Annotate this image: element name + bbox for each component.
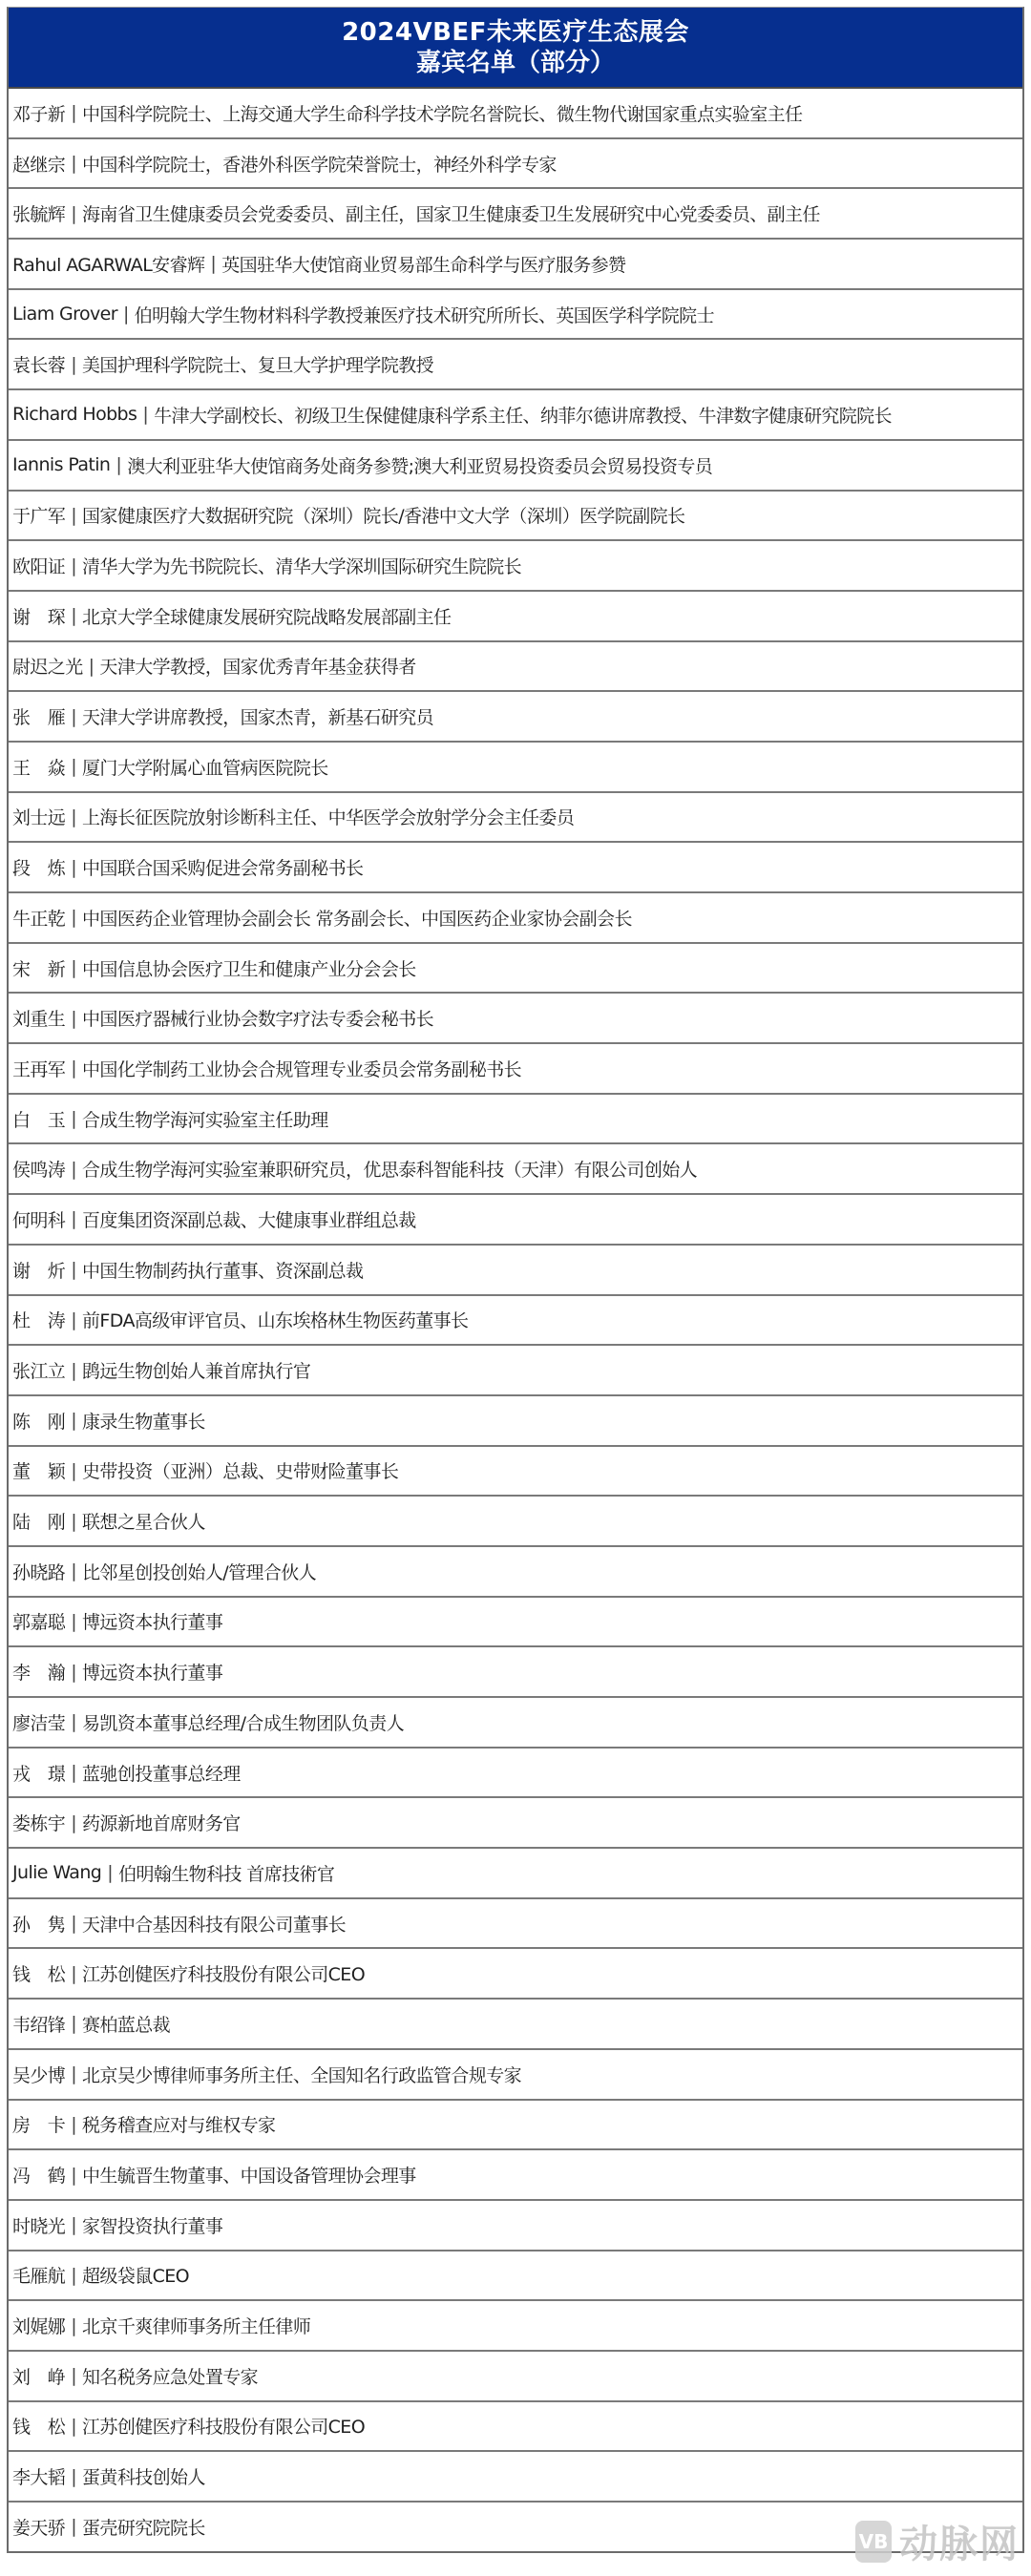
guest-title: 中国化学制药工业协会合规管理专业委员会常务副秘书长 [82,1058,522,1080]
guest-title: 中国联合国采购促进会常务副秘书长 [82,858,364,880]
guest-row [9,139,1022,190]
table-header [9,8,1022,89]
guest-title: 比邻星创投创始人/管理合伙人 [82,1561,317,1583]
guest-title: 博远资本执行董事 [82,1612,223,1634]
guest-title: 中国生物制药执行董事、资深副总裁 [82,1260,364,1282]
separator: | [71,605,77,627]
guest-row [9,340,1022,390]
guest-title: 牛津大学副校长、初级卫生保健健康科学系主任、纳菲尔德讲席教授、牛津数字健康研究院院长 [154,405,892,427]
guest-row [9,1195,1022,1246]
guest-name: 段 炼 [12,858,66,880]
separator: | [71,1359,77,1381]
guest-name: Rahul AGARWAL安睿辉 [12,254,205,276]
guest-title: 史带投资（亚洲）总裁、史带财险董事长 [82,1461,399,1483]
guest-name: Julie Wang [12,1862,102,1884]
separator: | [71,907,77,929]
guest-row [9,2150,1022,2201]
guest-row [9,1396,1022,1447]
guest-name: 张毓辉 [12,204,66,226]
guest-row [9,1647,1022,1698]
guest-row [9,1246,1022,1296]
guest-name: 钱 松 [12,2417,66,2439]
guest-name: 郭嘉聪 [12,1612,66,1634]
guest-name: 杜 涛 [12,1310,66,1332]
separator: | [116,454,122,476]
guest-row [9,2452,1022,2503]
guest-title: 税务稽查应对与维权专家 [82,2115,276,2137]
separator: | [142,404,149,426]
guest-name: 李 瀚 [12,1663,66,1685]
guest-row [9,1296,1022,1347]
guest-row [9,1798,1022,1849]
guest-name: 王再军 [12,1058,66,1080]
guest-name: 刘士远 [12,807,66,829]
guest-title: 天津中合基因科技有限公司董事长 [82,1914,347,1936]
guest-name: 刘重生 [12,1009,66,1031]
guest-title: 江苏创健医疗科技股份有限公司CEO [82,2417,366,2439]
guest-row [9,1447,1022,1497]
guest-title: 鹍远生物创始人兼首席执行官 [82,1361,311,1383]
guest-name: 冯 鹤 [12,2166,66,2188]
separator: | [71,102,77,124]
guest-title: 英国驻华大使馆商业贸易部生命科学与医疗服务参赞 [221,254,626,276]
separator: | [71,2415,77,2437]
separator: | [71,1459,77,1481]
guest-row [9,89,1022,139]
guest-name: 戎 璟 [12,1763,66,1785]
guest-name: 陆 刚 [12,1512,66,1534]
separator: | [71,1610,77,1632]
guest-name: Iannis Patin [12,454,111,476]
guest-row [9,541,1022,592]
separator: | [71,1913,77,1935]
separator: | [71,1108,77,1130]
guest-title: 清华大学为先书院院长、清华大学深圳国际研究生院院长 [82,556,522,578]
guest-title: 合成生物学海河实验室兼职研究员，优思泰科智能科技（天津）有限公司创始人 [82,1160,698,1182]
guest-title: 国家健康医疗大数据研究院（深圳）院长/香港中文大学（深圳）医学院副院长 [82,506,685,528]
guest-name: 李大韬 [12,2467,66,2489]
guest-row [9,793,1022,844]
guest-row [9,2402,1022,2453]
separator: | [71,1510,77,1532]
separator: | [71,353,77,375]
separator: | [71,1762,77,1784]
separator: | [71,1007,77,1029]
separator: | [71,856,77,878]
guest-title: 家智投资执行董事 [82,2215,223,2237]
separator: | [71,2465,77,2487]
guest-row [9,1547,1022,1598]
separator: | [71,2264,77,2286]
separator: | [71,2314,77,2336]
guest-name: 牛正乾 [12,908,66,930]
separator: | [71,1962,77,1984]
separator: | [71,2013,77,2035]
guest-row [9,843,1022,893]
guest-row [9,1497,1022,1547]
list-subtitle: 嘉宾名单（部分） [415,48,615,77]
guest-row [9,189,1022,240]
guest-row [9,1044,1022,1095]
guest-name: 侯鸣涛 [12,1160,66,1182]
guest-row [9,441,1022,492]
guest-title: 中国医药企业管理协会副会长 常务副会长、中国医药企业家协会副会长 [82,908,632,930]
watermark-brand: 动脉网 [899,2523,1020,2566]
guest-row [9,1949,1022,2000]
guest-row [9,1095,1022,1145]
guest-row [9,492,1022,542]
guest-row [9,240,1022,290]
guest-name: 毛雁航 [12,2266,66,2288]
guest-title: 联想之星合伙人 [82,1512,205,1534]
guest-title: 康录生物董事长 [82,1411,205,1433]
separator: | [71,705,77,727]
guest-name: 白 玉 [12,1109,66,1131]
guest-title: 百度集团资深副总裁、大健康事业群组总裁 [82,1209,416,1231]
guest-title: 北京大学全球健康发展研究院战略发展部副主任 [82,606,452,628]
guest-row [9,743,1022,793]
guest-title: 蓝驰创投董事总经理 [82,1763,241,1785]
guest-title: 伯明翰生物科技 首席技術官 [118,1863,335,1885]
guest-title: 中国科学院院士、上海交通大学生命科学技术学院名誉院长、微生物代谢国家重点实验室主任 [82,103,803,125]
separator: | [71,1208,77,1230]
separator: | [71,1410,77,1432]
guest-row [9,1598,1022,1648]
guest-title: 知名税务应急处置专家 [82,2366,259,2388]
guest-title: 中生毓晋生物董事、中国设备管理协会理事 [82,2166,416,2188]
guest-name: 刘 峥 [12,2366,66,2388]
guest-title: 江苏创健医疗科技股份有限公司CEO [82,1964,366,1986]
guest-name: 董 颖 [12,1461,66,1483]
guest-name: 张江立 [12,1361,66,1383]
guest-name: Richard Hobbs [12,404,137,426]
separator: | [88,655,95,677]
guest-name: 王 焱 [12,757,66,779]
guest-title: 北京吴少博律师事务所主任、全国知名行政监管合规专家 [82,2064,522,2086]
separator: | [71,2516,77,2538]
separator: | [71,1309,77,1330]
separator: | [71,555,77,576]
separator: | [71,2365,77,2387]
guest-row [9,2301,1022,2352]
guest-title: 海南省卫生健康委员会党委委员、副主任，国家卫生健康委卫生发展研究中心党委委员、副主任 [82,204,820,226]
guest-title: 赛柏蓝总裁 [82,2014,171,2036]
guest-title: 上海长征医院放射诊断科主任、中华医学会放射学分会主任委员 [82,807,575,829]
guest-name: 娄栋宇 [12,1813,66,1835]
guest-name: 吴少博 [12,2064,66,2086]
guest-title: 蛋黄科技创始人 [82,2467,205,2489]
guest-name: 钱 松 [12,1964,66,1986]
guest-row [9,692,1022,743]
guest-name: 欧阳证 [12,556,66,578]
guest-title: 中国信息协会医疗卫生和健康产业分会会长 [82,958,416,980]
guest-title: 美国护理科学院院士、复旦大学护理学院教授 [82,355,434,377]
separator: | [71,1661,77,1683]
guest-name: 宋 新 [12,958,66,980]
guest-row [9,1346,1022,1396]
guest-title: 伯明翰大学生物材料科学教授兼医疗技术研究所所长、英国医学科学院院士 [134,304,714,326]
guest-row [9,1698,1022,1749]
guest-title: 前FDA高级审评官员、山东埃格林生物医药董事长 [82,1310,469,1332]
guest-row [9,390,1022,441]
guest-title: 天津大学教授，国家优秀青年基金获得者 [99,657,416,679]
separator: | [210,253,217,275]
separator: | [107,1862,114,1884]
guest-row [9,2352,1022,2402]
guest-title: 天津大学讲席教授，国家杰青，新基石研究员 [82,707,434,729]
guest-title: 合成生物学海河实验室主任助理 [82,1109,328,1131]
guest-name: 廖洁莹 [12,1712,66,1734]
guest-row [9,994,1022,1044]
guest-name: 时晓光 [12,2215,66,2237]
separator: | [71,153,77,175]
guest-name: Liam Grover [12,304,117,325]
separator: | [71,1058,77,1079]
guest-name: 何明科 [12,1209,66,1231]
guest-title: 博远资本执行董事 [82,1663,223,1685]
guest-name: 邓子新 [12,103,66,125]
guest-title: 蛋壳研究院院长 [82,2517,205,2539]
separator: | [71,1158,77,1180]
guest-name: 孙晓路 [12,1561,66,1583]
separator: | [71,2113,77,2135]
separator: | [122,304,129,325]
guest-name: 尉迟之光 [12,657,83,679]
separator: | [71,2063,77,2085]
separator: | [71,1259,77,1281]
guest-row [9,2050,1022,2101]
guest-row [9,893,1022,944]
guest-row [9,2503,1022,2551]
guest-name: 谢 炘 [12,1260,66,1282]
guest-rows [9,89,1022,2551]
guest-title: 易凯资本董事总经理/合成生物团队负责人 [82,1712,405,1734]
guest-row [9,2000,1022,2050]
guest-name: 姜天骄 [12,2517,66,2539]
vb-logo-icon: VB [855,2521,892,2563]
guest-row [9,1749,1022,1799]
separator: | [71,806,77,827]
guest-row [9,592,1022,642]
guest-name: 陈 刚 [12,1411,66,1433]
separator: | [71,756,77,778]
guest-row [9,290,1022,341]
guest-name: 刘娓娜 [12,2316,66,2338]
guest-row [9,1144,1022,1195]
guest-title: 北京千爽律师事务所主任律师 [82,2316,311,2338]
guest-title: 澳大利亚驻华大使馆商务处商务参赞;澳大利亚贸易投资委员会贸易投资专员 [127,455,713,477]
guest-title: 超级袋鼠CEO [82,2266,190,2288]
guest-row [9,2101,1022,2151]
event-title: 2024VBEF未来医疗生态展会 [342,17,689,47]
guest-list-table [7,7,1024,2553]
guest-title: 厦门大学附属心血管病医院院长 [82,757,328,779]
separator: | [71,1812,77,1833]
separator: | [71,1711,77,1733]
guest-title: 药源新地首席财务官 [82,1813,241,1835]
separator: | [71,2164,77,2186]
guest-name: 袁长蓉 [12,355,66,377]
guest-row [9,2251,1022,2302]
guest-row [9,1849,1022,1899]
guest-title: 中国科学院院士，香港外科医学院荣誉院士，神经外科学专家 [82,154,557,176]
guest-name: 张 雁 [12,707,66,729]
separator: | [71,504,77,526]
guest-row [9,2201,1022,2251]
guest-row [9,642,1022,693]
guest-name: 赵继宗 [12,154,66,176]
separator: | [71,957,77,979]
separator: | [71,1560,77,1582]
guest-name: 房 卡 [12,2115,66,2137]
guest-title: 中国医疗器械行业协会数字疗法专委会秘书长 [82,1009,434,1031]
separator: | [71,202,77,224]
guest-name: 韦绍锋 [12,2014,66,2036]
guest-row [9,944,1022,995]
separator: | [71,2214,77,2236]
guest-name: 孙 隽 [12,1914,66,1936]
guest-name: 于广军 [12,506,66,528]
guest-row [9,1899,1022,1950]
guest-name: 谢 琛 [12,606,66,628]
